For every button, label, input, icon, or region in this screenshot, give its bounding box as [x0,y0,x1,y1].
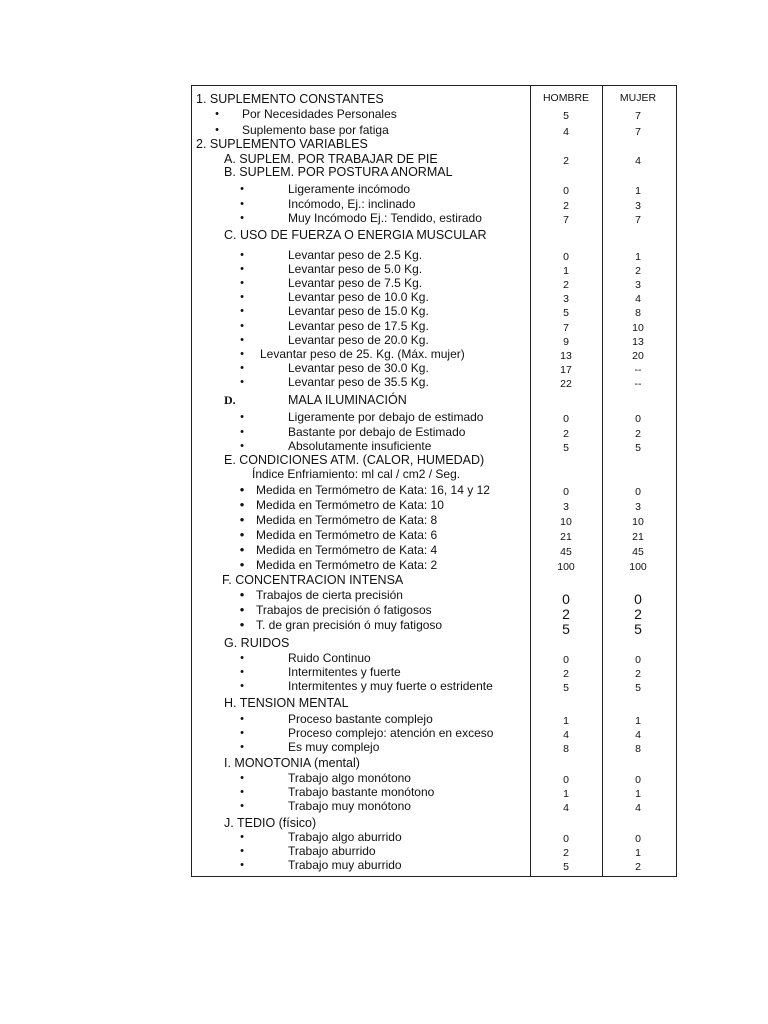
mujer-value: 10 [632,516,644,528]
mujer-value: 2 [635,861,641,873]
bullet-icon: • [240,320,244,332]
bullet-icon: • [240,198,244,210]
table-row [192,165,676,179]
table-row [192,498,676,512]
mujer-value: 8 [635,307,641,319]
hombre-value: 100 [557,561,575,573]
mujer-value: 5 [634,621,642,637]
row-label: I. MONOTONIA (mental) [224,756,360,770]
table-row [192,712,676,726]
bullet-icon: • [240,376,244,388]
row-label: Trabajo algo aburrido [288,830,402,844]
hombre-value: 5 [563,110,569,122]
table-row [192,304,676,318]
table-row [192,844,676,858]
mujer-value: 1 [635,185,641,197]
hombre-value: 0 [563,486,569,498]
row-label: 2. SUPLEMENTO VARIABLES [196,137,368,151]
bullet-icon: • [240,305,244,317]
table-row [192,756,676,770]
table-row [192,543,676,557]
bullet-icon: • [240,362,244,374]
mujer-value: 4 [635,155,641,167]
bullet-icon: • [240,411,244,423]
bullet-icon: • [240,680,244,692]
hombre-value: 7 [563,322,569,334]
table-row [192,361,676,375]
row-label: Trabajo bastante monótono [288,785,435,799]
bullet-icon: • [240,291,244,303]
row-label: Proceso bastante complejo [288,712,433,726]
hombre-value: 0 [563,833,569,845]
hombre-value: 4 [563,802,569,814]
mujer-value: 4 [635,293,641,305]
table-row [192,375,676,389]
hombre-value: 5 [563,307,569,319]
mujer-value: 7 [635,126,641,138]
row-label: Ligeramente por debajo de estimado [288,410,484,424]
mujer-value: 1 [635,788,641,800]
mujer-value: 21 [632,531,644,543]
row-label: C. USO DE FUERZA O ENERGIA MUSCULAR [224,228,487,242]
hombre-value: 13 [560,350,572,362]
table-row [192,483,676,497]
hombre-value: 21 [560,531,572,543]
hombre-value: 2 [563,200,569,212]
row-label: Trabajo muy monótono [288,799,411,813]
bullet-icon: • [240,249,244,261]
mujer-value: 0 [635,654,641,666]
table-row [192,636,676,650]
hombre-value: 4 [563,126,569,138]
hombre-value: 2 [563,668,569,680]
mujer-value: 100 [629,561,647,573]
row-label: A. SUPLEM. POR TRABAJAR DE PIE [224,152,438,166]
table-row [192,123,676,137]
bullet-icon: • [215,108,219,120]
table-row [192,92,676,106]
mujer-value: 13 [632,336,644,348]
hombre-value: 2 [563,279,569,291]
hombre-value: 22 [560,378,572,390]
mujer-value: 4 [635,729,641,741]
table-row [192,228,676,242]
mujer-value: 3 [635,279,641,291]
bullet-icon: • [239,497,245,512]
bullet-icon: • [239,527,245,542]
row-label: Es muy complejo [288,740,380,754]
table-row [192,558,676,572]
table-row [192,248,676,262]
header-mujer: MUJER [619,92,657,104]
mujer-value: 0 [635,413,641,425]
bullet-icon: • [240,212,244,224]
hombre-value: 2 [562,606,570,622]
row-label: H. TENSION MENTAL [224,696,349,710]
mujer-value: 45 [632,546,644,558]
row-label: Ruido Continuo [288,651,371,665]
bullet-icon: • [240,859,244,871]
table-row [192,816,676,830]
row-label: Índice Enfriamiento: ml cal / cm2 / Seg. [252,467,461,481]
hombre-value: 17 [560,364,572,376]
table-row [192,513,676,527]
table-row [192,679,676,693]
hombre-value: 3 [563,293,569,305]
row-label: Levantar peso de 10.0 Kg. [288,290,429,304]
table-row [192,799,676,813]
mujer-value: 7 [635,214,641,226]
mujer-value: 1 [635,251,641,263]
mujer-value: 2 [635,265,641,277]
bullet-icon: • [240,277,244,289]
bullet-icon: • [240,652,244,664]
bullet-icon: • [239,482,245,497]
hombre-value: 8 [563,743,569,755]
hombre-value: 5 [563,861,569,873]
bullet-icon: • [240,800,244,812]
table-row [192,197,676,211]
hombre-value: 1 [563,265,569,277]
hombre-value: 1 [563,715,569,727]
hombre-value: 2 [563,847,569,859]
row-label: Medida en Termómetro de Kata: 4 [256,543,438,557]
row-label: T. de gran precisión ó muy fatigoso [256,618,443,632]
table-row [192,740,676,754]
mujer-value: 0 [635,486,641,498]
bullet-icon: • [239,542,245,557]
row-label: Medida en Termómetro de Kata: 16, 14 y 12 [256,483,490,497]
table-row [192,107,676,121]
hombre-value: 0 [563,654,569,666]
mujer-value: 4 [635,802,641,814]
hombre-value: 5 [563,682,569,694]
bullet-icon: • [240,713,244,725]
bullet-icon: • [240,831,244,843]
mujer-value: 2 [635,668,641,680]
hombre-value: 10 [560,516,572,528]
row-label: Levantar peso de 15.0 Kg. [288,304,429,318]
row-label: 1. SUPLEMENTO CONSTANTES [196,92,384,106]
table-row [192,211,676,225]
row-label: Trabajos de precisión ó fatigosos [256,603,432,617]
bullet-icon: • [240,263,244,275]
table-row [192,453,676,467]
table-row [192,617,676,637]
table-row [192,528,676,542]
row-label: Trabajo algo monótono [288,771,411,785]
row-label: Levantar peso de 2.5 Kg. [288,248,423,262]
row-label: Suplemento base por fatiga [242,123,389,137]
table-row [192,333,676,347]
row-label: Levantar peso de 25. Kg. (Máx. mujer) [260,347,465,361]
mujer-value: 8 [635,743,641,755]
bullet-icon: • [239,602,245,617]
mujer-value: 10 [632,322,644,334]
row-label: Levantar peso de 5.0 Kg. [288,262,423,276]
table-row [192,425,676,439]
row-label: Trabajo muy aburrido [288,858,402,872]
hombre-value: 0 [563,251,569,263]
bullet-icon: • [240,426,244,438]
table-row [192,319,676,333]
table-row [192,152,676,166]
row-label: Medida en Termómetro de Kata: 8 [256,513,438,527]
row-label: B. SUPLEM. POR POSTURA ANORMAL [224,165,453,179]
bullet-icon: • [239,587,245,602]
table-row [192,587,676,607]
table-row [192,726,676,740]
table-row [192,262,676,276]
row-label: J. TEDIO (físico) [224,816,317,830]
bullet-icon: • [239,557,245,572]
hombre-value: 0 [563,774,569,786]
mujer-value: 5 [635,442,641,454]
bullet-icon: • [240,183,244,195]
table-row [192,573,676,587]
table-row [192,182,676,196]
bullet-icon: • [239,617,245,632]
header-hombre: HOMBRE [542,92,590,104]
row-label: Incómodo, Ej.: inclinado [288,197,416,211]
mujer-value: 5 [635,682,641,694]
row-label: Levantar peso de 20.0 Kg. [288,333,429,347]
bullet-icon: • [240,845,244,857]
section-d-marker: D. [224,393,236,407]
table-row [192,410,676,424]
row-label: Levantar peso de 30.0 Kg. [288,361,429,375]
table-row [192,785,676,799]
table-row [192,137,676,151]
table-row [192,276,676,290]
mujer-value: 0 [634,591,642,607]
mujer-value: 0 [635,833,641,845]
hombre-value: 45 [560,546,572,558]
table-row [192,771,676,785]
bullet-icon: • [240,348,244,360]
bullet-icon: • [240,772,244,784]
row-label: Medida en Termómetro de Kata: 6 [256,528,438,542]
row-label: E. CONDICIONES ATM. (CALOR, HUMEDAD) [224,453,485,467]
table-row [192,467,676,481]
mujer-value: 2 [634,606,642,622]
bullet-icon: • [240,727,244,739]
row-label: Levantar peso de 7.5 Kg. [288,276,423,290]
hombre-value: 0 [562,591,570,607]
row-label: Por Necesidades Personales [242,107,397,121]
row-label: Medida en Termómetro de Kata: 10 [256,498,444,512]
row-label: Levantar peso de 17.5 Kg. [288,319,429,333]
table-row [192,439,676,453]
hombre-value: 2 [563,428,569,440]
bullet-icon: • [215,124,219,136]
hombre-value: 5 [563,442,569,454]
hombre-value: 5 [562,621,570,637]
row-label: Proceso complejo: atención en exceso [288,726,494,740]
table-row [192,393,676,407]
row-label: F. CONCENTRACION INTENSA [222,573,404,587]
bullet-icon: • [240,786,244,798]
mujer-value: 0 [635,774,641,786]
mujer-value: 1 [635,847,641,859]
hombre-value: 0 [563,413,569,425]
row-label: G. RUIDOS [224,636,290,650]
row-label: Absolutamente insuficiente [288,439,432,453]
table-row [192,651,676,665]
hombre-value: 0 [563,185,569,197]
row-label: MALA ILUMINACIÓN [288,393,407,407]
bullet-icon: • [240,334,244,346]
bullet-icon: • [240,440,244,452]
hombre-value: 2 [563,155,569,167]
table-row [192,602,676,622]
hombre-value: 9 [563,336,569,348]
bullet-icon: • [240,741,244,753]
allowance-table [191,85,677,877]
row-label: Intermitentes y muy fuerte o estridente [288,679,493,693]
row-label: Bastante por debajo de Estimado [288,425,466,439]
mujer-value: -- [634,378,642,390]
hombre-value: 1 [563,788,569,800]
row-label: Levantar peso de 35.5 Kg. [288,375,429,389]
mujer-value: 7 [635,110,641,122]
table-row [192,696,676,710]
mujer-value: 3 [635,501,641,513]
hombre-value: 3 [563,501,569,513]
row-label: Intermitentes y fuerte [288,665,401,679]
table-row [192,290,676,304]
row-label: Muy Incómodo Ej.: Tendido, estirado [288,211,482,225]
table-row [192,858,676,872]
table-row [192,665,676,679]
mujer-value: 1 [635,715,641,727]
mujer-value: -- [634,364,642,376]
row-label: Trabajos de cierta precisión [256,588,403,602]
mujer-value: 2 [635,428,641,440]
mujer-value: 20 [632,350,644,362]
table-row [192,830,676,844]
bullet-icon: • [240,666,244,678]
hombre-value: 7 [563,214,569,226]
bullet-icon: • [239,512,245,527]
table-row [192,347,676,361]
row-label: Ligeramente incómodo [288,182,411,196]
row-label: Trabajo aburrido [288,844,376,858]
hombre-value: 4 [563,729,569,741]
mujer-value: 3 [635,200,641,212]
row-label: Medida en Termómetro de Kata: 2 [256,558,438,572]
